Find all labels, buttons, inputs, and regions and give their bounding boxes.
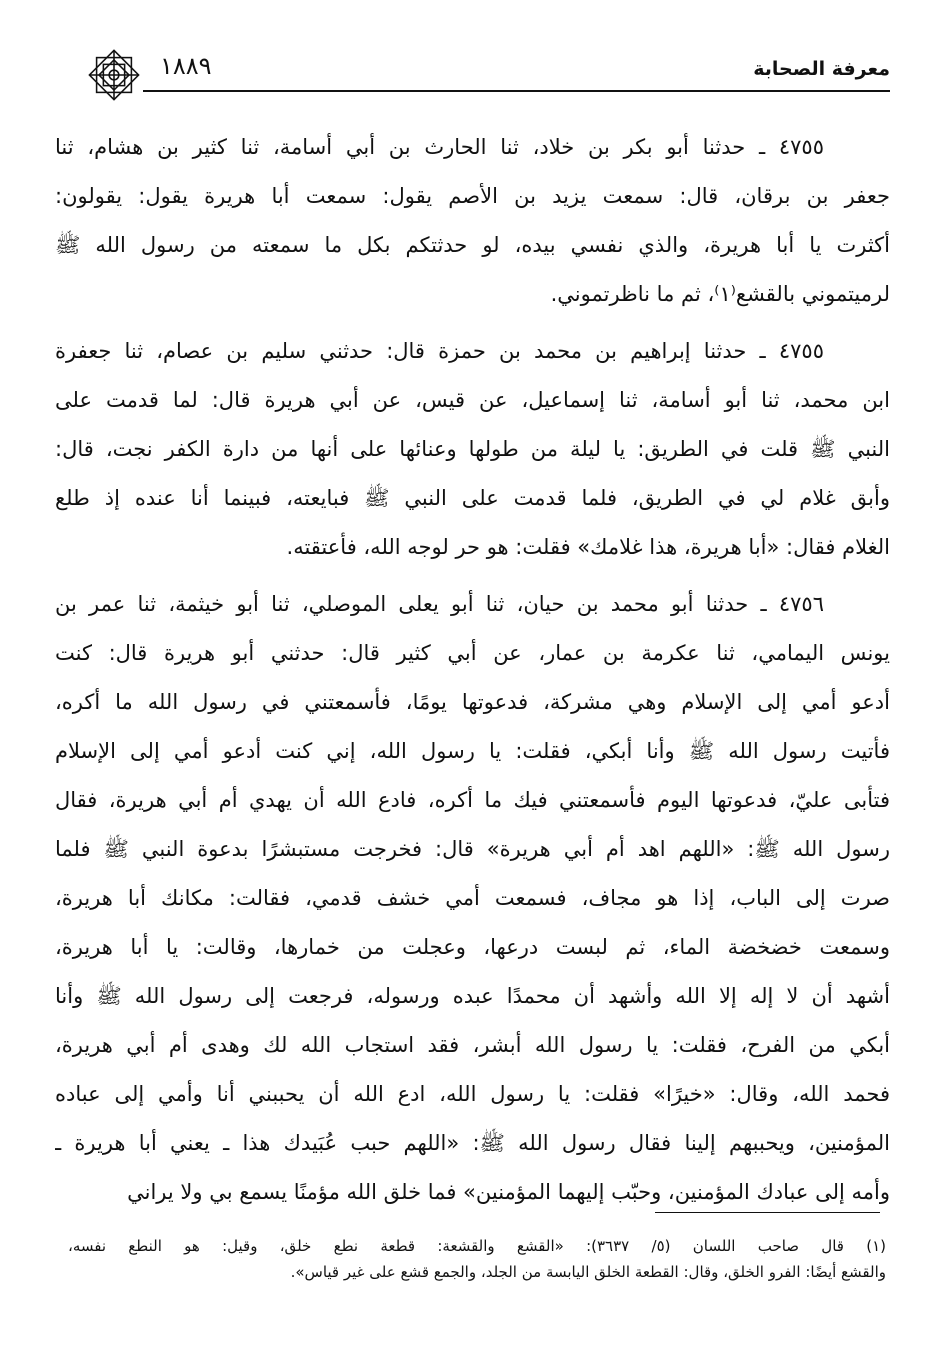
text-line: لرميتموني بالقشع⁽١⁾، ثم ما ناظرتموني. bbox=[550, 282, 890, 306]
text-line: أبكي من الفرح، فقلت: يا رسول الله أبشر، فقد استجاب الله لك وهدى أم أبي هريرة، bbox=[55, 1033, 890, 1057]
hadith-paragraph bbox=[55, 581, 890, 1218]
text-line: وأبق غلام لي في الطريق، فلما قدمت على النبي ﷺ فبايعته، فبينما أنا عنده إذ طلع bbox=[55, 486, 890, 510]
text-line: وأمه إلى عبادك المؤمنين، وحبّب إليهما المؤمنين» فما خلق الله مؤمنًا يسمع بي ولا يراني bbox=[127, 1180, 890, 1204]
text-line: جعفر بن برقان، قال: سمعت يزيد بن الأصم يقول: سمعت أبا هريرة يقول: يقولون: bbox=[55, 184, 890, 208]
star-ornament-icon bbox=[85, 46, 143, 104]
running-title: معرفة الصحابة bbox=[753, 58, 890, 80]
text-line: المؤمنين، ويحببهم إلينا فقال رسول الله ﷺ: «اللهم حبب عُبَيدك هذا ـ يعني أبا هريرة ـ bbox=[55, 1131, 890, 1155]
footnote-line: والقشع أيضًا: الفرو الخلق، وقال: القطعة الخلق اليابسة من الجلد، والجمع قشع على غير قياس». bbox=[290, 1263, 886, 1281]
page-number: ١٨٨٩ bbox=[160, 52, 212, 80]
page-header bbox=[90, 50, 890, 92]
footnote-separator bbox=[655, 1212, 880, 1213]
text-line: فحمد الله، وقال: «خيرًا» فقلت: يا رسول الله، ادع الله أن يحببني أنا وأمي إلى عباده bbox=[55, 1082, 890, 1106]
footnotes bbox=[68, 1234, 886, 1286]
text-line: أكثرت يا أبا هريرة، والذي نفسي بيده، لو حدثتكم بكل ما سمعته من رسول الله ﷺ bbox=[55, 233, 890, 257]
text-line: فتأبى عليّ، فدعوتها اليوم فأسمعتني فيك ما أكره، فادع الله أن يهدي أم أبي هريرة، فقال bbox=[55, 788, 890, 812]
text-line: ٤٧٥٥ ـ حدثنا إبراهيم بن محمد بن حمزة قال: حدثني سليم بن عصام، ثنا جعفرة bbox=[55, 339, 824, 363]
text-line: فأتيت رسول الله ﷺ وأنا أبكي، فقلت: يا رسول الله، إني كنت أدعو أمي إلى الإسلام bbox=[55, 739, 890, 763]
text-line: وسمعت خضخضة الماء، ثم لبست درعها، وعجلت من خمارها، وقالت: يا أبا هريرة، bbox=[55, 935, 890, 959]
text-line: رسول الله ﷺ: «اللهم اهد أم أبي هريرة» قال: فخرجت مستبشرًا بدعوة النبي ﷺ فلما bbox=[55, 837, 890, 861]
text-line: أدعو أمي إلى الإسلام وهي مشركة، فدعوتها يومًا، فأسمعتني في رسول الله ما أكره، bbox=[55, 690, 890, 714]
text-line: يونس اليمامي، ثنا عكرمة بن عمار، عن أبي كثير قال: حدثني أبو هريرة قال: كنت bbox=[55, 641, 890, 665]
text-line: أشهد أن لا إله إلا الله وأشهد أن محمدًا عبده ورسوله، فرجعت إلى رسول الله ﷺ وأنا bbox=[55, 984, 890, 1008]
text-line: النبي ﷺ قلت في الطريق: يا ليلة من طولها وعنائها على أنها من دارة الكفر نجت، قال: bbox=[55, 437, 890, 461]
main-text bbox=[55, 124, 890, 1226]
hadith-paragraph bbox=[55, 124, 890, 320]
text-line: ٤٧٥٥ ـ حدثنا أبو بكر بن خلاد، ثنا الحارث بن أبي أسامة، ثنا كثير بن هشام، ثنا bbox=[55, 135, 824, 159]
footnote-line: (١) قال صاحب اللسان (٥/ ٣٦٣٧): «القشع والقشعة: قطعة نطع خلق، وقيل: هو النطع نفسه، bbox=[68, 1237, 886, 1255]
text-line: ابن محمد، ثنا أبو أسامة، ثنا إسماعيل، عن قيس، عن أبي هريرة قال: لما قدمت على bbox=[55, 388, 890, 412]
text-line: ٤٧٥٦ ـ حدثنا أبو محمد بن حيان، ثنا أبو يعلى الموصلي، ثنا أبو خيثمة، ثنا عمر بن bbox=[55, 592, 824, 616]
text-line: صرت إلى الباب، إذا هو مجاف، فسمعت أمي خشف قدمي، فقالت: مكانك أبا هريرة، bbox=[55, 886, 890, 910]
text-line: الغلام فقال: «أبا هريرة، هذا غلامك» فقلت: هو حر لوجه الله، فأعتقته. bbox=[286, 535, 890, 559]
hadith-paragraph bbox=[55, 328, 890, 573]
